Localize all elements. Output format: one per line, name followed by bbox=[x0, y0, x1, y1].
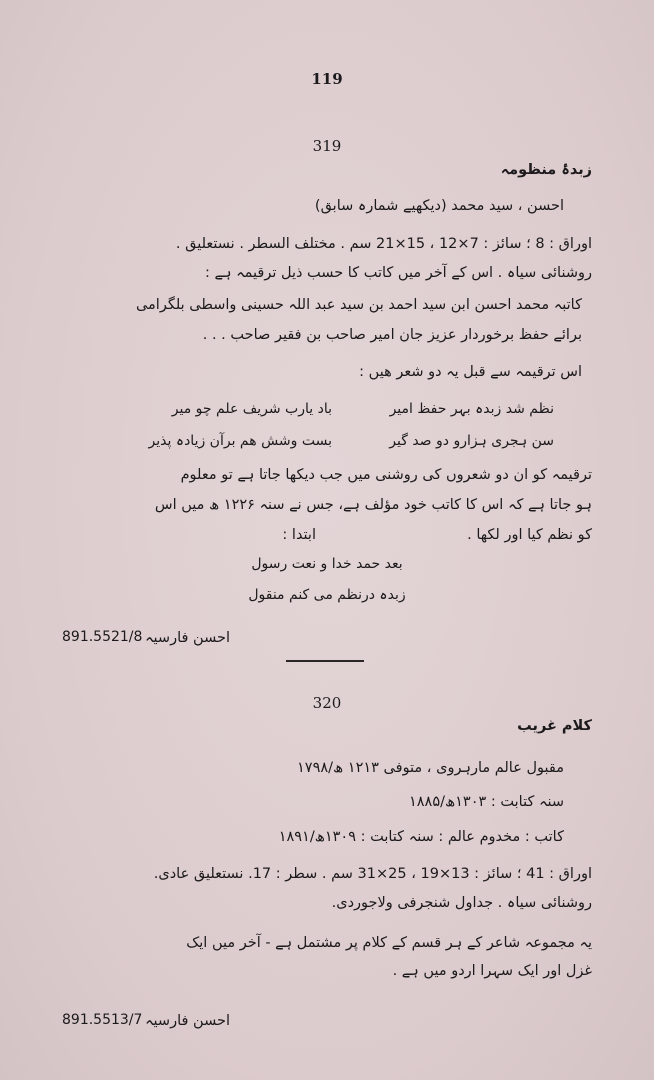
folios-line: اوراق : 8 ؛ سائز : 7×12 ، 15×21 سم . مختلف السطر . نستعلیق . bbox=[175, 236, 592, 252]
author-line: مقبول عالم مارہروی ، متوفی ۱۲۱۳ ھ/۱۷۹۸ bbox=[297, 760, 564, 776]
description-line: ہو جاتا ہے کہ اس کا کاتب خود مؤلف ہے، جس نے سنہ ۱۲۲۶ ھ میں اس bbox=[154, 497, 592, 513]
section-divider bbox=[286, 660, 364, 662]
shelf-label: احسن فارسیہ bbox=[145, 630, 230, 646]
description-line: یہ مجموعہ شاعر کے ہر قسم کے کلام پر مشتمل ہے - آخر میں ایک bbox=[186, 935, 592, 951]
verse-hemistich: بست وشش هم برآن زیادہ پذیر bbox=[148, 433, 332, 449]
page-number: 119 bbox=[311, 70, 343, 88]
colophon-line: کاتبہ محمد احسن ابن سید احمد بن سید عبد اللہ حسینی واسطی بلگرامی bbox=[135, 297, 582, 313]
scribe-line: کاتب : مخدوم عالم : سنہ کتابت : ۱۳۰۹ھ/۱۸۹۱ bbox=[278, 829, 564, 845]
colophon-line: برائے حفظ برخوردار عزیز جان امیر صاحب بن فقیر صاحب . . . bbox=[202, 327, 582, 343]
folios-line: اوراق : 41 ؛ سائز : 13×19 ، 25×31 سم . سطر : 17. نستعلیق عادی. bbox=[153, 866, 592, 882]
ink-line: روشنائی سیاہ . اس کے آخر میں کاتب کا حسب ذیل ترقیمہ ہے : bbox=[205, 265, 592, 281]
copy-year-line: سنہ کتابت : ۱۳۰۳ھ/۱۸۸۵ bbox=[408, 794, 564, 810]
shelf-label: احسن فارسیہ bbox=[145, 1013, 230, 1029]
entry-title: زبدۂ منظومہ bbox=[500, 162, 592, 178]
opening-verse: بعد حمد خدا و نعت رسول bbox=[251, 556, 403, 572]
opening-label: ابتدا : bbox=[282, 527, 316, 543]
description-line: غزل اور ایک سہرا اردو میں ہے . bbox=[392, 963, 592, 979]
ink-line: روشنائی سیاہ . جداول شنجرفی ولاجوردی. bbox=[331, 895, 592, 911]
author-line: احسن ، سید محمد (دیکھیے شمارہ سابق) bbox=[314, 198, 564, 214]
verse-hemistich: سن ہجری ہزارو دو صد گیر bbox=[389, 433, 554, 449]
verse-hemistich: باد یارب شریف علم چو میر bbox=[171, 401, 332, 417]
shelf-number: 891.5521/8 bbox=[62, 629, 143, 645]
opening-verse: زبدہ درنظم می کنم منقول bbox=[248, 587, 406, 603]
description-line: کو نظم کیا اور لکھا . bbox=[467, 527, 592, 543]
shelf-number: 891.5513/7 bbox=[62, 1012, 143, 1028]
verses-intro: اس ترقیمہ سے قبل یہ دو شعر ھیں : bbox=[359, 364, 582, 380]
description-line: ترقیمہ کو ان دو شعروں کی روشنی میں جب دیکھا جاتا ہے تو معلوم bbox=[180, 467, 592, 483]
entry-title: کلام غریب bbox=[517, 718, 592, 734]
verse-hemistich: نظم شد زبدہ بہر حفظ امیر bbox=[389, 401, 554, 417]
entry-number: 320 bbox=[312, 694, 342, 712]
entry-number: 319 bbox=[312, 137, 342, 155]
